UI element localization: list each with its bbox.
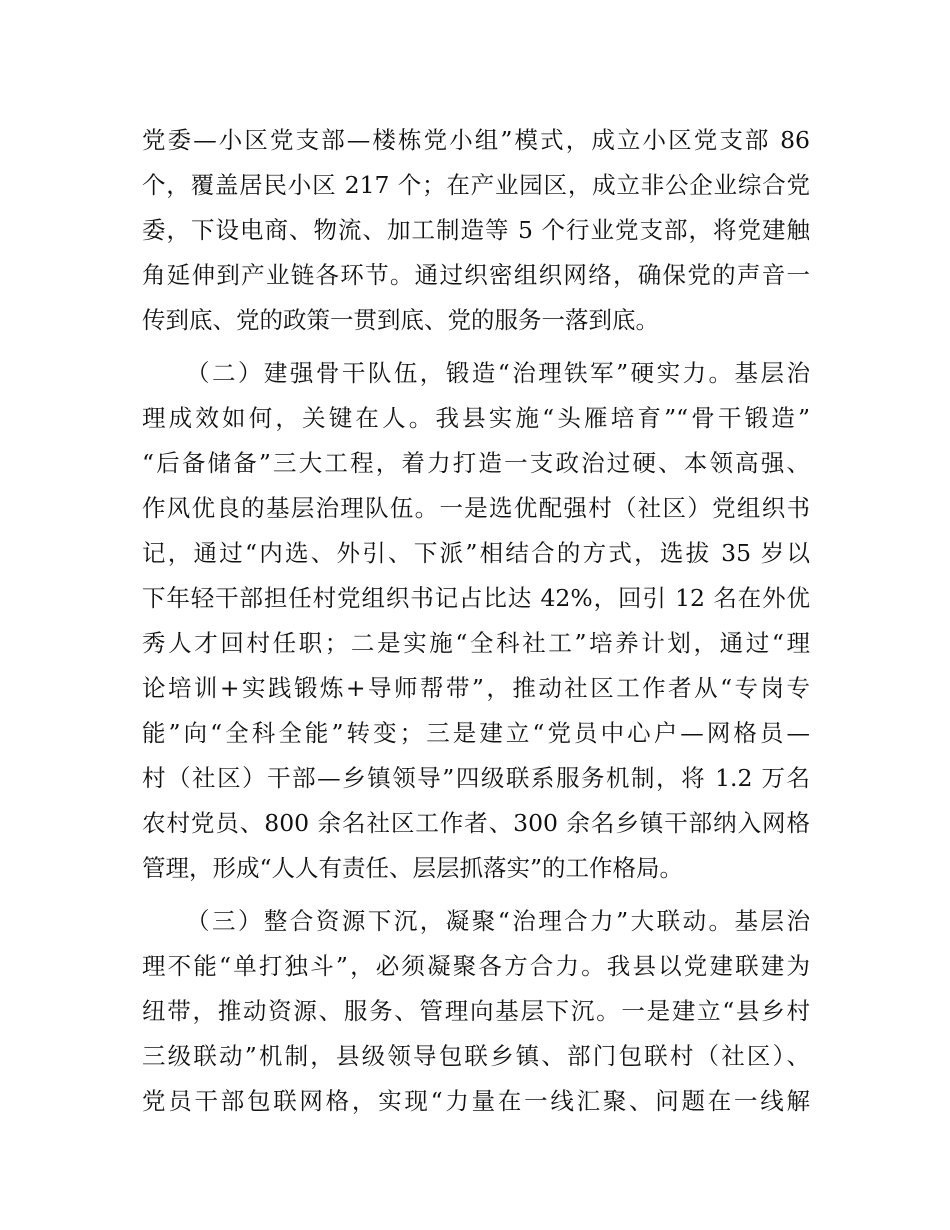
text-line: 角延伸到产业链各环节。通过织密组织网络，确保党的声音一 <box>142 261 810 289</box>
paragraph-gap <box>142 343 810 351</box>
text-line: 下年轻干部担任村党组织书记占比达 42%，回引 12 名在外优 <box>142 584 810 612</box>
text-line: 记，通过“内选、外引、下派”相结合的方式，选拔 35 岁以 <box>142 539 810 567</box>
text-line: 作风优良的基层治理队伍。一是选优配强村（社区）党组织书 <box>142 494 810 522</box>
text-line: 理成效如何，关键在人。我县实施“头雁培育”“骨干锻造” <box>142 404 810 432</box>
text-line: 委，下设电商、物流、加工制造等 5 个行业党支部，将党建触 <box>142 216 810 244</box>
section-heading-line: （二）建强骨干队伍，锻造“治理铁军”硬实力。基层治 <box>186 359 810 387</box>
document-body <box>142 118 810 1124</box>
paragraph-gap <box>142 891 810 899</box>
text-line: 个，覆盖居民小区 217 个；在产业园区，成立非公企业综合党 <box>142 171 810 199</box>
paragraph-3 <box>142 899 810 1124</box>
text-line: 农村党员、800 余名社区工作者、300 余名乡镇干部纳入网格 <box>142 809 810 837</box>
paragraph-2 <box>142 351 810 891</box>
text-line: 党委—小区党支部—楼栋党小组”模式，成立小区党支部 86 <box>142 126 810 154</box>
text-line: 党员干部包联网格，实现“力量在一线汇聚、问题在一线解 <box>142 1087 810 1115</box>
text-line: “后备储备”三大工程，着力打造一支政治过硬、本领高强、 <box>142 449 810 477</box>
text-line: 纽带，推动资源、服务、管理向基层下沉。一是建立“县乡村 <box>142 997 810 1025</box>
text-line: 村（社区）干部—乡镇领导”四级联系服务机制，将 1.2 万名 <box>142 764 810 792</box>
text-line: 能”向“全科全能”转变；三是建立“党员中心户—网格员— <box>142 719 810 747</box>
text-line: 管理，形成“人人有责任、层层抓落实”的工作格局。 <box>142 854 684 882</box>
text-line: 秀人才回村任职；二是实施“全科社工”培养计划，通过“理 <box>142 629 810 657</box>
paragraph-1 <box>142 118 810 343</box>
section-heading-line: （三）整合资源下沉，凝聚“治理合力”大联动。基层治 <box>186 907 810 935</box>
text-line: 论培训+实践锻炼+导师帮带”，推动社区工作者从“专岗专 <box>142 674 810 702</box>
text-line: 理不能“单打独斗”，必须凝聚各方合力。我县以党建联建为 <box>142 952 810 980</box>
text-line: 三级联动”机制，县级领导包联乡镇、部门包联村（社区）、 <box>142 1042 810 1070</box>
text-line: 传到底、党的政策一贯到底、党的服务一落到底。 <box>142 306 659 334</box>
